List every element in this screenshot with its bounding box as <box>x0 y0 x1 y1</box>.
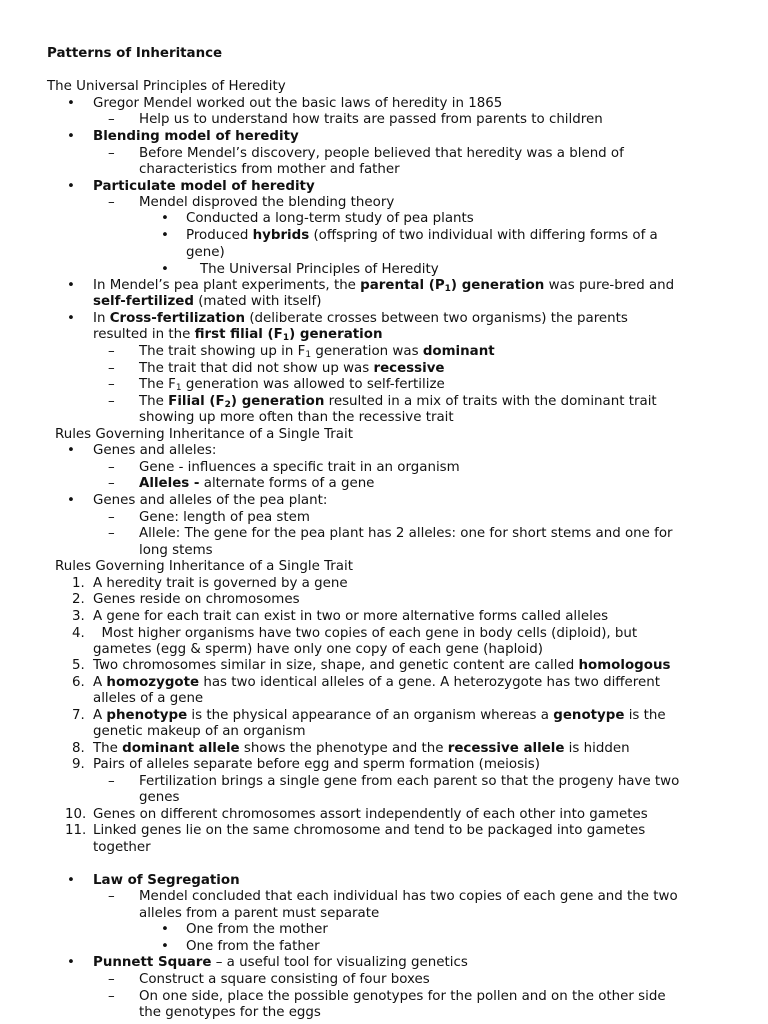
list-item: Genes and alleles: <box>93 443 217 458</box>
list-item: The Filial $(F_2)$ generation resulted in a mix of traits with the dominant trait <box>139 394 657 410</box>
list-number: 11. <box>65 823 87 838</box>
list-item: One from the father <box>186 939 320 954</box>
sub-bullet-marker: • <box>161 922 169 937</box>
document-title: Patterns of Inheritance <box>47 46 223 61</box>
list-item-continued: long stems <box>139 543 213 558</box>
list-item-continued: self-fertilized (mated with itself) <box>93 294 322 309</box>
list-item: Mendel disproved the blending theory <box>139 195 395 210</box>
list-item: Gene: length of pea stem <box>139 510 310 525</box>
numbered-item: The dominant allele shows the phenotype and the recessive allele is hidden <box>93 741 630 756</box>
dash-marker: – <box>108 361 115 376</box>
numbered-item-continued: together <box>93 840 151 855</box>
dash-marker: – <box>108 146 115 161</box>
numbered-item: A heredity trait is governed by a gene <box>93 576 348 591</box>
sub-bullet-marker: • <box>161 262 169 277</box>
dash-marker: – <box>108 195 115 210</box>
list-item: Blending model of heredity <box>93 129 299 144</box>
dash-marker: – <box>108 972 115 987</box>
list-item: Genes and alleles of the pea plant: <box>93 493 328 508</box>
dash-marker: – <box>108 344 115 359</box>
list-number: 6. <box>72 675 85 690</box>
bullet-marker: • <box>67 96 75 111</box>
list-item-continued: the genotypes for the eggs <box>139 1005 321 1020</box>
list-item: Punnett Square – a useful tool for visualizing genetics <box>93 955 468 970</box>
list-item: Allele: The gene for the pea plant has 2 alleles: one for short stems and one for <box>139 526 673 541</box>
list-item: On one side, place the possible genotypes for the pollen and on the other side <box>139 989 666 1004</box>
numbered-item: Two chromosomes similar in size, shape, and genetic content are called homologous <box>93 658 671 673</box>
numbered-item: A gene for each trait can exist in two or more alternative forms called alleles <box>93 609 609 624</box>
list-item-continued: characteristics from mother and father <box>139 162 400 177</box>
numbered-item-continued: gametes (egg & sperm) have only one copy of each gene (haploid) <box>93 642 543 657</box>
dash-marker: – <box>108 112 115 127</box>
list-item: In Cross-fertilization (deliberate crosses between two organisms) the parents <box>93 311 628 326</box>
list-number: 10. <box>65 807 87 822</box>
numbered-item: Genes reside on chromosomes <box>93 592 300 607</box>
list-item-continued: alleles from a parent must separate <box>139 906 380 921</box>
section-heading: The Universal Principles of Heredity <box>47 79 286 94</box>
list-item: Conducted a long-term study of pea plants <box>186 211 474 226</box>
dash-marker: – <box>108 377 115 392</box>
list-number: 2. <box>72 592 85 607</box>
list-item: Particulate model of heredity <box>93 179 315 194</box>
list-item: Help us to understand how traits are passed from parents to children <box>139 112 603 127</box>
list-item: Mendel concluded that each individual has two copies of each gene and the two <box>139 889 678 904</box>
dash-marker: – <box>108 889 115 904</box>
bullet-marker: • <box>67 493 75 508</box>
list-item: Law of Segregation <box>93 873 240 888</box>
list-number: 5. <box>72 658 85 673</box>
numbered-item-continued: genetic makeup of an organism <box>93 724 306 739</box>
list-number: 8. <box>72 741 85 756</box>
dash-marker: – <box>108 476 115 491</box>
section-heading: Rules Governing Inheritance of a Single Trait <box>55 427 353 442</box>
bullet-marker: • <box>67 311 75 326</box>
dash-marker: – <box>108 510 115 525</box>
sub-bullet-marker: • <box>161 211 169 226</box>
numbered-item: Most higher organisms have two copies of each gene in body cells (diploid), but <box>93 626 638 641</box>
list-number: 3. <box>72 609 85 624</box>
list-item-continued: genes <box>139 790 180 805</box>
numbered-item-continued: alleles of a gene <box>93 691 204 706</box>
bullet-marker: • <box>67 129 75 144</box>
list-item: Alleles - alternate forms of a gene <box>139 476 375 491</box>
numbered-item: A homozygote has two identical alleles of a gene. A heterozygote has two different <box>93 675 660 690</box>
bullet-marker: • <box>67 278 75 293</box>
sub-bullet-marker: • <box>161 939 169 954</box>
dash-marker: – <box>108 774 115 789</box>
list-item: In Mendel’s pea plant experiments, the parental $(P_1)$ generation was pure-bred and <box>93 278 675 294</box>
section-heading: Rules Governing Inheritance of a Single Trait <box>55 559 353 574</box>
list-item: Fertilization brings a single gene from each parent so that the progeny have two <box>139 774 680 789</box>
list-item-continued: showing up more often than the recessive trait <box>139 410 454 425</box>
numbered-item: Pairs of alleles separate before egg and sperm formation (meiosis) <box>93 757 540 772</box>
dash-marker: – <box>108 460 115 475</box>
dash-marker: – <box>108 989 115 1004</box>
dash-marker: – <box>108 394 115 409</box>
list-item: The $F_1$ generation was allowed to self-fertilize <box>139 377 445 393</box>
bullet-marker: • <box>67 955 75 970</box>
dash-marker: – <box>108 526 115 541</box>
list-item: Gregor Mendel worked out the basic laws of heredity in 1865 <box>93 96 503 111</box>
list-item: The trait that did not show up was recessive <box>139 361 445 376</box>
list-number: 7. <box>72 708 85 723</box>
numbered-item: Genes on different chromosomes assort independently of each other into gametes <box>93 807 648 822</box>
bullet-marker: • <box>67 179 75 194</box>
list-item: The trait showing up in $F_1$ generation was dominant <box>139 344 495 360</box>
list-item: The Universal Principles of Heredity <box>200 262 439 277</box>
list-item: Gene - influences a specific trait in an organism <box>139 460 460 475</box>
list-number: 1. <box>72 576 85 591</box>
list-number: 9. <box>72 757 85 772</box>
list-item-continued: gene) <box>186 245 225 260</box>
numbered-item: A phenotype is the physical appearance of an organism whereas a genotype is the <box>93 708 666 723</box>
list-item: One from the mother <box>186 922 328 937</box>
list-item: Before Mendel’s discovery, people believed that heredity was a blend of <box>139 146 624 161</box>
list-item: Produced hybrids (offspring of two individual with differing forms of a <box>186 228 658 243</box>
list-item-continued: resulted in the first filial $(F_1)$ generation <box>93 327 383 343</box>
bullet-marker: • <box>67 443 75 458</box>
list-item: Construct a square consisting of four boxes <box>139 972 430 987</box>
sub-bullet-marker: • <box>161 228 169 243</box>
bullet-marker: • <box>67 873 75 888</box>
numbered-item: Linked genes lie on the same chromosome and tend to be packaged into gametes <box>93 823 646 838</box>
list-number: 4. <box>72 626 85 641</box>
